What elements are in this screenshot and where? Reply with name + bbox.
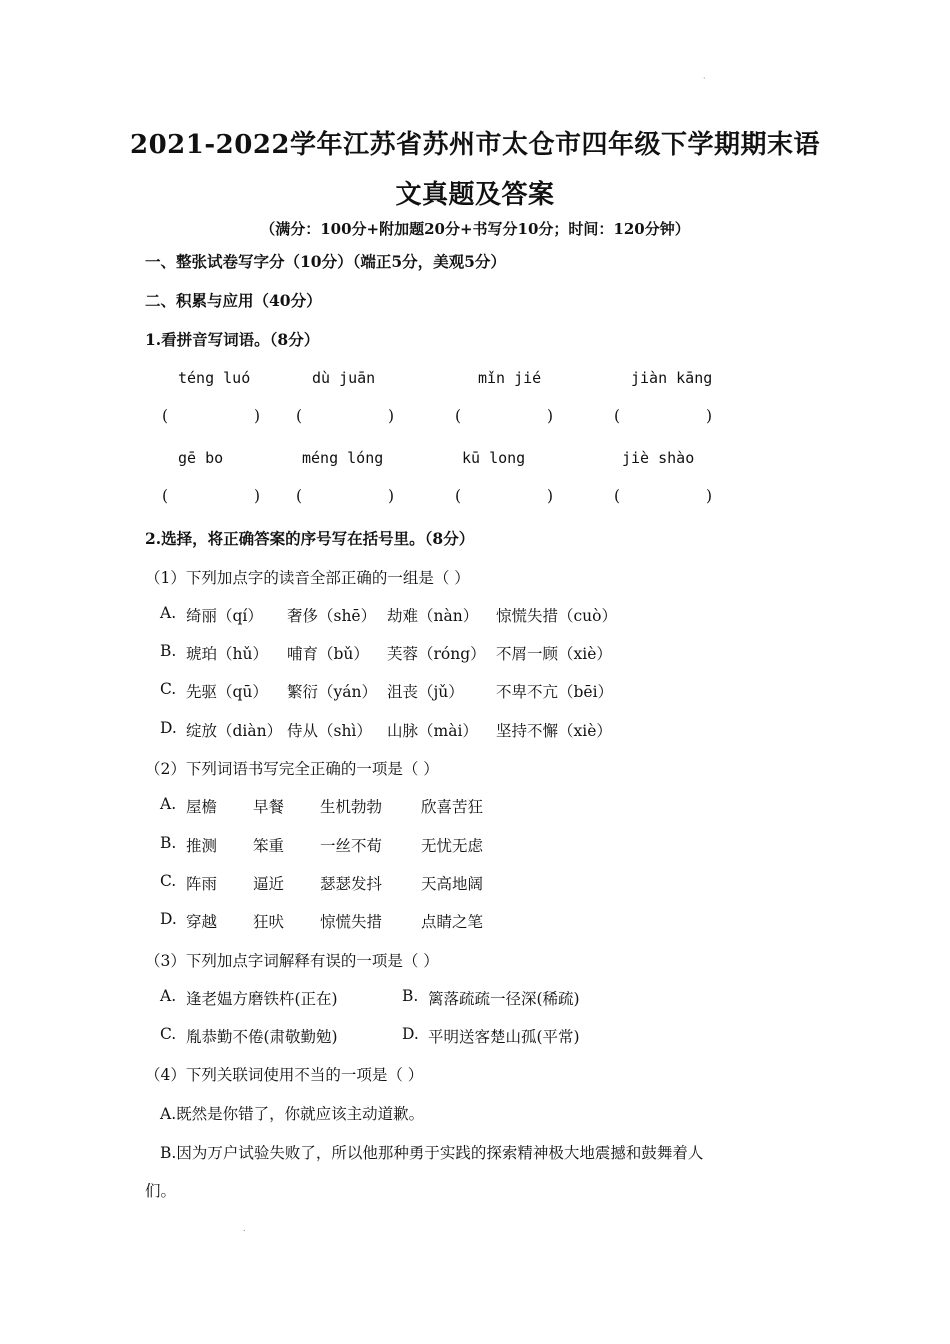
q1-pinyin: dù juān [312,369,376,387]
q1-pinyin: téng luó [178,369,251,387]
option-item: 沮丧（jǔ） [387,683,464,701]
option-label: B. [160,642,177,660]
option-item: 不屑一顾（xiè） [496,645,612,663]
q2-sub3-stem: （3）下列加点字词解释有误的一项是（ ） [145,952,439,970]
option-item-continued: 们。 [145,1182,177,1200]
option-item: 繁衍（yán） [287,683,377,701]
q1-answer-blank[interactable]: ( ) [296,487,394,505]
option-label: B. [160,834,177,852]
option-item: 无忧无虑 [421,837,484,855]
q1-pinyin: kū long [462,449,526,467]
option-item: 欣喜苦狂 [421,798,484,816]
option-item: 哺育（bǔ） [287,645,369,663]
option-item: 绮丽（qí） [186,607,263,625]
scan-mark-top: · [703,74,706,83]
option-item: B.因为万户试验失败了，所以他那种勇于实践的探索精神极大地震撼和鼓舞着人 [160,1144,704,1162]
option-label: A. [160,795,177,813]
scan-mark-bottom: . [243,1224,246,1233]
option-item: 平明送客楚山孤(平常) [428,1028,580,1046]
exam-title-line1: 2021-2022学年江苏省苏州市太仓市四年级下学期期末语 [129,130,821,160]
q1-answer-blank[interactable]: ( ) [614,407,712,425]
option-label: D. [402,1025,419,1043]
q1-answer-blank[interactable]: ( ) [162,407,260,425]
exam-title-line2: 文真题及答案 [395,180,555,210]
q2-heading: 2.选择，将正确答案的序号写在括号里。（8分） [145,529,475,548]
option-item: 生机勃勃 [320,798,383,816]
q1-heading: 1.看拼音写词语。（8分） [145,330,320,349]
q2-sub4-stem: （4）下列关联词使用不当的一项是（ ） [145,1066,424,1084]
option-item: 胤恭勤不倦(肃敬勤勉) [186,1028,338,1046]
section-2-heading: 二、积累与应用（40分） [145,291,322,310]
exam-subtitle: （满分：100分+附加题20分+书写分10分；时间：120分钟） [260,220,690,238]
option-item: 奢侈（shē） [287,607,377,625]
option-item: 屋檐 [186,798,218,816]
option-item: 惊慌失措 [320,913,383,931]
option-item: 逼近 [253,875,285,893]
q1-pinyin: jiè shào [622,449,695,467]
option-label: B. [402,987,419,1005]
q1-pinyin: mǐn jié [478,369,542,387]
option-item: 侍从（shì） [287,722,372,740]
q1-pinyin: méng lóng [302,449,384,467]
q1-answer-blank[interactable]: ( ) [296,407,394,425]
q2-sub1-stem: （1）下列加点字的读音全部正确的一组是（ ） [145,569,470,587]
option-item: 先驱（qū） [186,683,268,701]
q1-pinyin: jiàn kāng [631,369,713,387]
option-label: C. [160,680,177,698]
option-item: 笨重 [253,837,285,855]
option-label: A. [160,604,177,622]
option-item: 芙蓉（róng） [387,645,486,663]
q1-answer-blank[interactable]: ( ) [455,487,553,505]
option-item: 天高地阔 [421,875,484,893]
option-item: 山脉（mài） [387,722,478,740]
option-item: 点睛之笔 [421,913,484,931]
option-item: 推测 [186,837,218,855]
option-label: A. [160,987,177,1005]
option-item: 劫难（nàn） [387,607,479,625]
q1-pinyin: gē bo [178,449,224,467]
option-label: D. [160,719,177,737]
option-item: 瑟瑟发抖 [320,875,383,893]
q1-answer-blank[interactable]: ( ) [614,487,712,505]
option-item: 不卑不亢（bēi） [496,683,614,701]
q2-sub2-stem: （2）下列词语书写完全正确的一项是（ ） [145,760,439,778]
option-item: A.既然是你错了，你就应该主动道歉。 [160,1105,425,1123]
option-item: 篱落疏疏一径深(稀疏) [428,990,580,1008]
option-item: 狂吠 [253,913,285,931]
q1-answer-blank[interactable]: ( ) [455,407,553,425]
option-item: 早餐 [253,798,285,816]
option-item: 穿越 [186,913,218,931]
option-item: 一丝不荀 [320,837,383,855]
option-label: C. [160,872,177,890]
option-item: 绽放（diàn） [186,722,283,740]
option-item: 阵雨 [186,875,218,893]
option-item: 逢老媪方磨铁杵(正在) [186,990,338,1008]
q1-answer-blank[interactable]: ( ) [162,487,260,505]
option-label: D. [160,910,177,928]
section-1-heading: 一、整张试卷写字分（10分）（端正5分，美观5分） [145,252,506,271]
option-item: 琥珀（hǔ） [186,645,268,663]
option-label: C. [160,1025,177,1043]
option-item: 惊慌失措（cuò） [496,607,617,625]
option-item: 坚持不懈（xiè） [496,722,612,740]
